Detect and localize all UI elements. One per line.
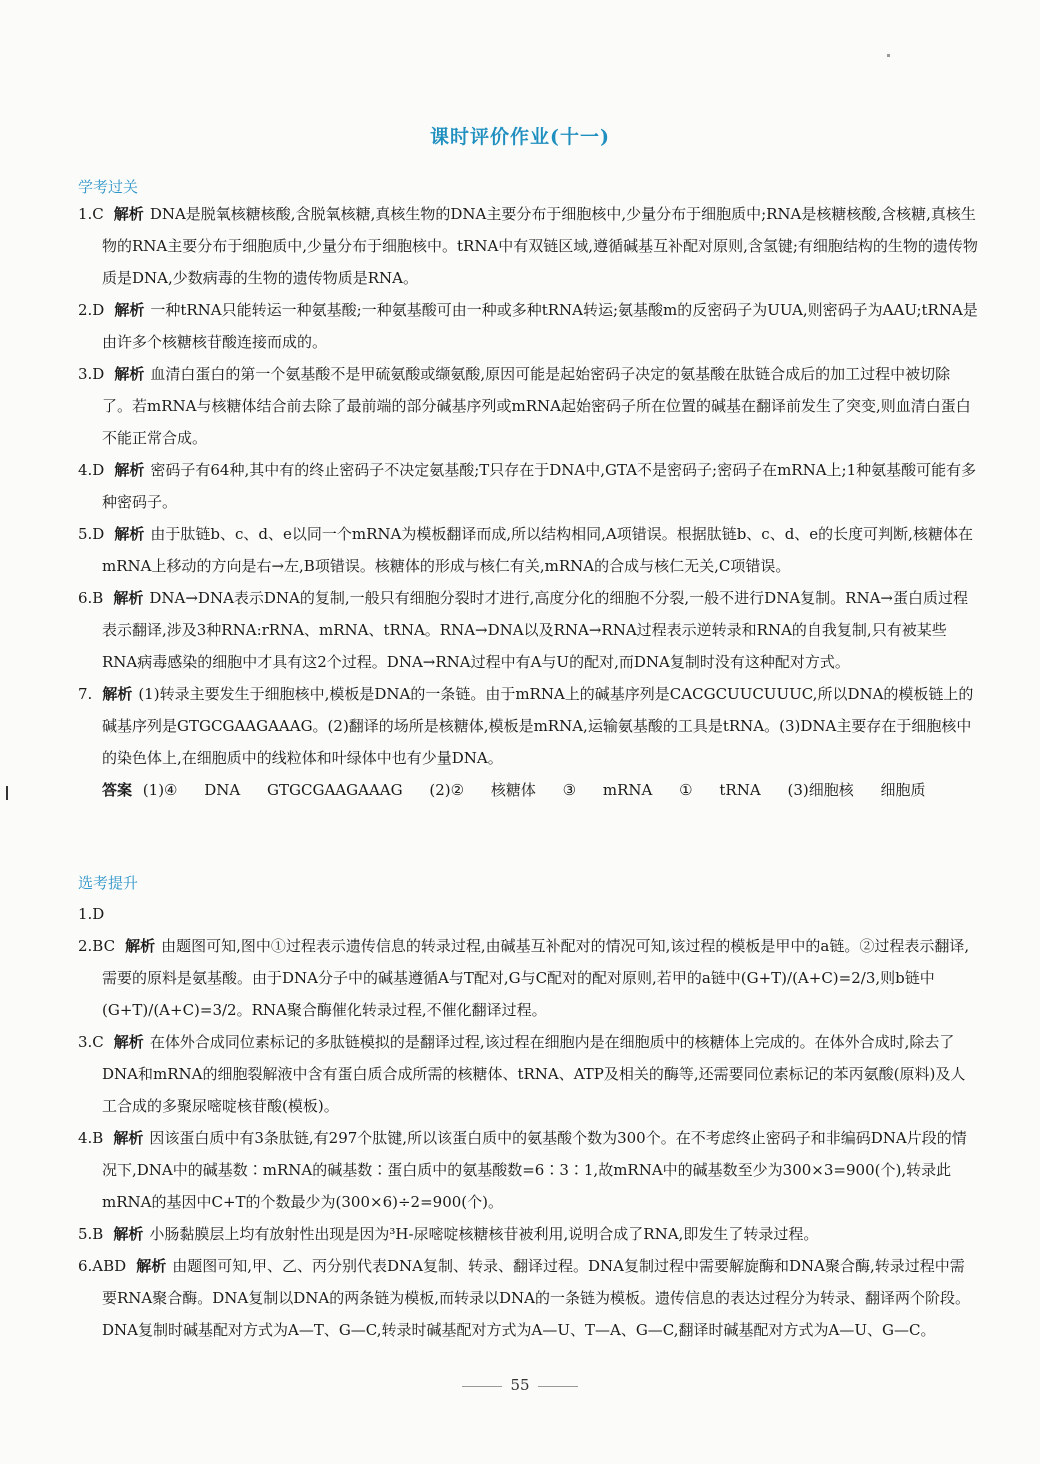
list-item [78, 358, 978, 454]
item-text: 小肠黏膜层上均有放射性出现是因为³H-尿嘧啶核糖核苷被利用,说明合成了RNA,即发生了转录过程。 [149, 1225, 819, 1243]
list-item [78, 930, 978, 1026]
item-number: 4.D [78, 461, 105, 479]
item-text: DNA→DNA表示DNA的复制,一般只有细胞分裂时才进行,高度分化的细胞不分裂,一般不进行DNA复制。RNA→蛋白质过程表示翻译,涉及3种RNA:rRNA、mRNA、tRNA。RNA→DNA以及RNA→RNA过程表示逆转录和RNA的自我复制,只有被某些RNA病毒感染的细胞中才具有这2个过程。DNA→RNA过程中有A与U的配对,而DNA复制时没有这种配对方式。 [102, 589, 968, 671]
item-text: DNA是脱氧核糖核酸,含脱氧核糖,真核生物的DNA主要分布于细胞核中,少量分布于细胞质中;RNA是核糖核酸,含核糖,真核生物的RNA主要分布于细胞质中,少量分布于细胞核中。tRNA中有双链区域,遵循碱基互补配对原则,含氢键;有细胞结构的生物的遗传物质是DNA,少数病毒的生物的遗传物质是RNA。 [102, 205, 978, 287]
item-number: 1.D [78, 905, 105, 923]
item-number: 4.B [78, 1129, 104, 1147]
answer-line [78, 774, 978, 806]
answer-part: (3)细胞核 [787, 781, 854, 799]
item-keyword: 解析 [113, 589, 144, 607]
answer-part: mRNA [602, 781, 653, 799]
item-keyword: 解析 [114, 525, 145, 543]
item-number: 2.D [78, 301, 105, 319]
answer-part: tRNA [719, 781, 761, 799]
list-item [78, 678, 978, 774]
list-item [78, 1218, 978, 1250]
answer-part: ③ [562, 781, 577, 799]
edge-mark [6, 786, 8, 800]
item-text: 血清白蛋白的第一个氨基酸不是甲硫氨酸或缬氨酸,原因可能是起始密码子决定的氨基酸在肽链合成后的加工过程中被切除了。若mRNA与核糖体结合前去除了最前端的部分碱基序列或mRNA起始密码子所在位置的碱基在翻译前发生了突变,则血清白蛋白不能正常合成。 [102, 365, 971, 447]
item-number: 7. [78, 685, 93, 703]
item-text: 在体外合成同位素标记的多肽链模拟的是翻译过程,该过程在细胞内是在细胞质中的核糖体上完成的。在体外合成时,除去了DNA和mRNA的细胞裂解液中含有蛋白质合成所需的核糖体、tRNA、ATP及相关的酶等,还需要同位素标记的苯丙氨酸(原料)及人工合成的多聚尿嘧啶核苷酸(模板)。 [102, 1033, 966, 1115]
item-number: 3.C [78, 1033, 104, 1051]
answer-part: (2)② [429, 781, 465, 799]
item-number: 5.D [78, 525, 105, 543]
item-keyword: 解析 [113, 1033, 144, 1051]
section-heading-basic: 学考过关 [78, 178, 139, 196]
list-item [78, 294, 978, 358]
item-keyword: 解析 [136, 1257, 167, 1275]
item-text: 因该蛋白质中有3条肽链,有297个肽键,所以该蛋白质中的氨基酸个数为300个。在不考虑终止密码子和非编码DNA片段的情况下,DNA中的碱基数∶mRNA的碱基数∶蛋白质中的氨基酸数=6∶3∶1,故mRNA中的碱基数至少为300×3=900(个),转录此mRNA的基因中C+T的个数最少为(300×6)÷2=900(个)。 [102, 1129, 967, 1211]
item-keyword: 解析 [114, 365, 145, 383]
list-item [78, 198, 978, 294]
item-number: 6.ABD [78, 1257, 127, 1275]
section-basic [78, 198, 978, 806]
item-number: 1.C [78, 205, 104, 223]
page-title: 课时评价作业(十一) [430, 126, 610, 148]
item-text: 密码子有64种,其中有的终止密码子不决定氨基酸;T只存在于DNA中,GTA不是密码子;密码子在mRNA上;1种氨基酸可能有多种密码子。 [102, 461, 977, 511]
section-advanced [78, 898, 978, 1346]
page-footer [0, 1376, 1040, 1394]
answer-part: 核糖体 [490, 781, 536, 799]
item-number: 3.D [78, 365, 105, 383]
footer-rule-right [538, 1386, 578, 1387]
item-keyword: 解析 [113, 1129, 144, 1147]
list-item [78, 1026, 978, 1122]
list-item [78, 454, 978, 518]
item-number: 6.B [78, 589, 104, 607]
item-keyword: 解析 [102, 685, 133, 703]
item-keyword: 解析 [125, 937, 156, 955]
item-keyword: 解析 [114, 301, 145, 319]
answer-keyword: 答案 [102, 781, 133, 799]
answer-part: DNA [204, 781, 241, 799]
item-text: (1)转录主要发生于细胞核中,模板是DNA的一条链。由于mRNA上的碱基序列是CACGCUUCUUUC,所以DNA的模板链上的碱基序列是GTGCGAAGAAAG。(2)翻译的场所是核糖体,模板是mRNA,运输氨基酸的工具是tRNA。(3)DNA主要存在于细胞核中的染色体上,在细胞质中的线粒体和叶绿体中也有少量DNA。 [102, 685, 974, 767]
footer-rule-left [462, 1386, 502, 1387]
answer-part: ① [679, 781, 693, 799]
item-number: 2.BC [78, 937, 116, 955]
item-number: 5.B [78, 1225, 104, 1243]
page-number: 55 [510, 1376, 530, 1394]
item-keyword: 解析 [113, 205, 144, 223]
item-text: 由题图可知,图中①过程表示遗传信息的转录过程,由碱基互补配对的情况可知,该过程的模板是甲中的a链。②过程表示翻译,需要的原料是氨基酸。由于DNA分子中的碱基遵循A与T配对,G与C配对的配对原则,若甲的a链中(G+T)/(A+C)=2/3,则b链中(G+T)/(A+C)=3/2。RNA聚合酶催化转录过程,不催化翻译过程。 [102, 937, 970, 1019]
item-keyword: 解析 [113, 1225, 144, 1243]
list-item [78, 582, 978, 678]
section-heading-advanced: 选考提升 [78, 874, 139, 892]
answer-part: GTGCGAAGAAAG [267, 781, 403, 799]
item-text: 一种tRNA只能转运一种氨基酸;一种氨基酸可由一种或多种tRNA转运;氨基酸m的反密码子为UUA,则密码子为AAU;tRNA是由许多个核糖核苷酸连接而成的。 [102, 301, 978, 351]
item-text: 由题图可知,甲、乙、丙分别代表DNA复制、转录、翻译过程。DNA复制过程中需要解旋酶和DNA聚合酶,转录过程中需要RNA聚合酶。DNA复制以DNA的两条链为模板,而转录以DNA的一条链为模板。遗传信息的表达过程分为转录、翻译两个阶段。DNA复制时碱基配对方式为A—T、G—C,转录时碱基配对方式为A—U、T—A、G—C,翻译时碱基配对方式为A—U、G—C。 [102, 1257, 970, 1339]
list-item [78, 1250, 978, 1346]
corner-mark [887, 54, 890, 57]
answer-part: (1)④ [142, 781, 178, 799]
list-item [78, 1122, 978, 1218]
list-item [78, 518, 978, 582]
item-text: 由于肽链b、c、d、e以同一个mRNA为模板翻译而成,所以结构相同,A项错误。根据肽链b、c、d、e的长度可判断,核糖体在mRNA上移动的方向是右→左,B项错误。核糖体的形成与核仁有关,mRNA的合成与核仁无关,C项错误。 [102, 525, 973, 575]
answer-part: 细胞质 [880, 781, 926, 799]
item-keyword: 解析 [114, 461, 145, 479]
list-item [78, 898, 978, 930]
